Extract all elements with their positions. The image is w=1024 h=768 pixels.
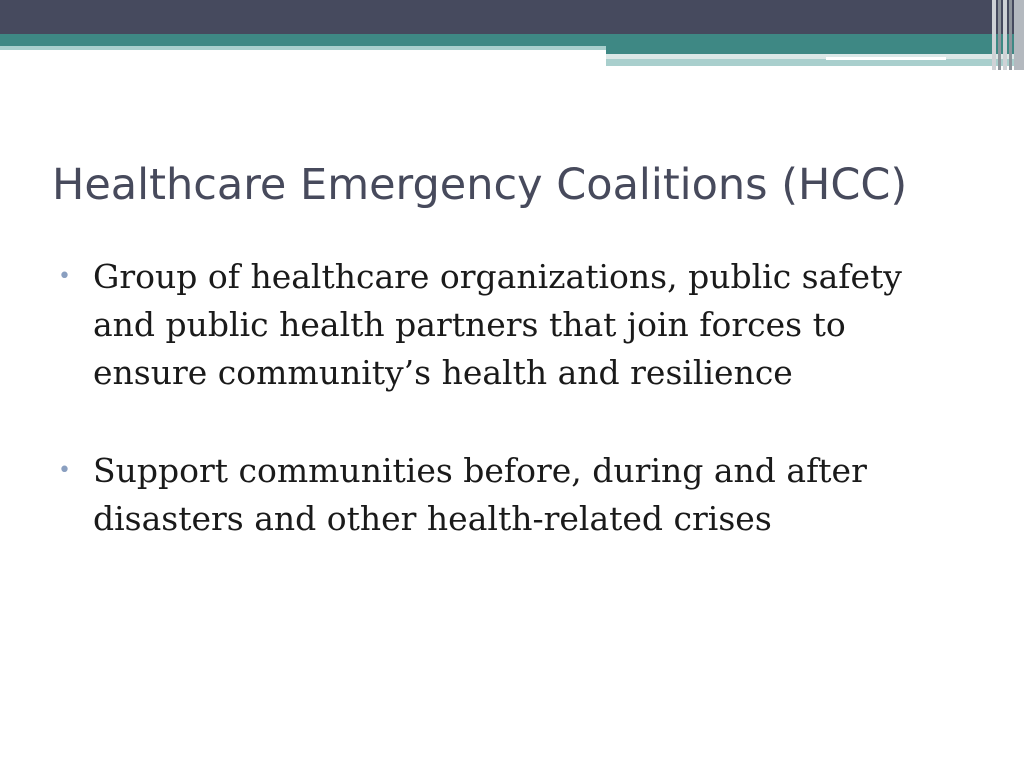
header-band-light xyxy=(0,46,606,50)
bullet-item xyxy=(58,253,958,397)
bullet-line: ensure community’s health and resilience xyxy=(93,353,793,392)
bullet-icon: • xyxy=(58,458,71,483)
bullet-line: Group of healthcare organizations, public safety xyxy=(93,257,902,296)
corner-stripe xyxy=(1014,0,1024,70)
bullet-line: disasters and other health-related crises xyxy=(93,499,772,538)
bullet-list xyxy=(58,253,958,593)
bullet-line: and public health partners that join forces to xyxy=(93,305,846,344)
corner-stripe xyxy=(992,0,996,70)
header-band-teal-right xyxy=(606,46,1024,54)
corner-stripes xyxy=(992,0,1024,70)
corner-stripe xyxy=(998,0,1001,70)
corner-stripe xyxy=(1003,0,1007,70)
bullet-line: Support communities before, during and after xyxy=(93,451,867,490)
slide-title: Healthcare Emergency Coalitions (HCC) xyxy=(52,160,908,210)
header-highlight-line xyxy=(826,57,946,60)
bullet-item xyxy=(58,447,958,543)
corner-stripe xyxy=(1009,0,1012,70)
header-band-teal xyxy=(0,34,1024,46)
header-band-dark xyxy=(0,0,1024,34)
bullet-icon: • xyxy=(58,264,71,289)
header-band-accent-right xyxy=(606,59,1024,66)
